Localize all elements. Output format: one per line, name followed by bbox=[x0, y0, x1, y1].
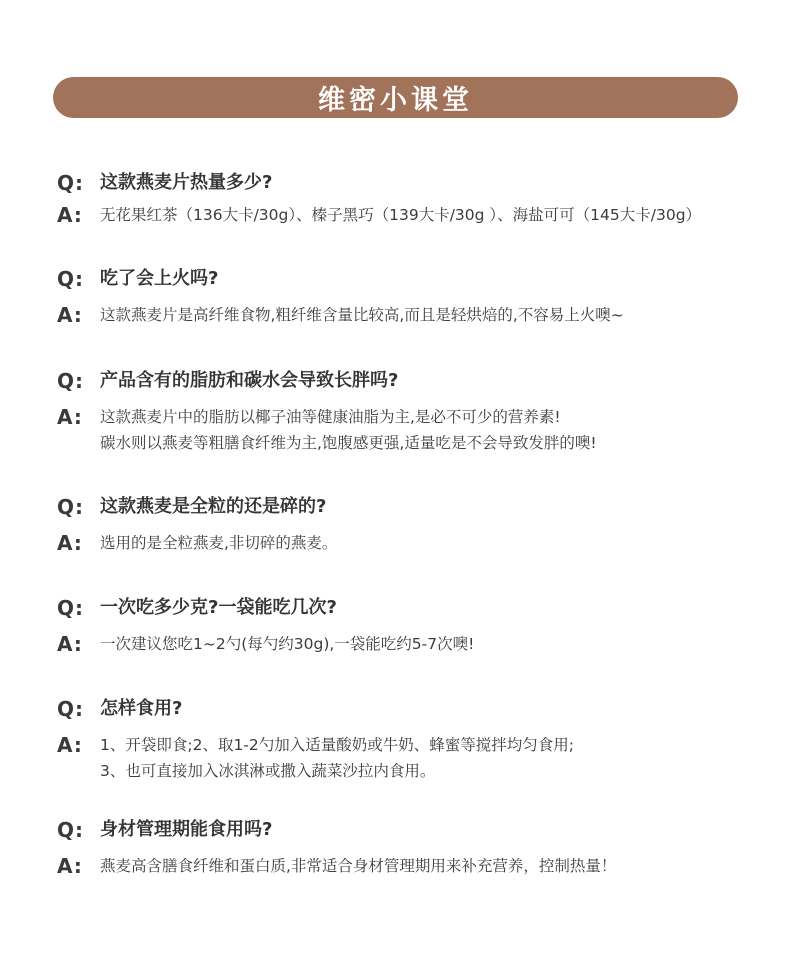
question-text: 这款燕麦是全粒的还是碎的? bbox=[100, 496, 327, 517]
faq-item-5 bbox=[57, 593, 757, 657]
answer-row bbox=[57, 404, 757, 456]
question-row bbox=[57, 694, 757, 724]
faq-item-2 bbox=[57, 264, 757, 328]
question-row bbox=[57, 366, 757, 396]
question-text: 一次吃多少克?一袋能吃几次? bbox=[100, 597, 337, 618]
question-text: 怎样食用? bbox=[100, 698, 183, 719]
answer-text: 这款燕麦片中的脂肪以椰子油等健康油脂为主,是必不可少的营养素! bbox=[100, 408, 561, 426]
question-row bbox=[57, 815, 757, 845]
question-prefix: Q: bbox=[57, 171, 84, 195]
answer-text: 1、开袋即食;2、取1-2勺加入适量酸奶或牛奶、蜂蜜等搅拌均匀食用; bbox=[100, 736, 574, 754]
answer-row bbox=[57, 732, 757, 784]
page-title: 维密小课堂 bbox=[318, 85, 473, 116]
question-row bbox=[57, 168, 757, 198]
faq-item-1 bbox=[57, 168, 757, 228]
question-row bbox=[57, 492, 757, 522]
answer-text: 一次建议您吃1~2勺(每勺约30g),一袋能吃约5-7次噢! bbox=[100, 635, 475, 653]
question-text: 产品含有的脂肪和碳水会导致长胖吗? bbox=[100, 370, 399, 391]
answer-text: 这款燕麦片是高纤维食物,粗纤维含量比较高,而且是轻烘焙的,不容易上火噢~ bbox=[100, 306, 624, 324]
answer-row bbox=[57, 853, 757, 879]
question-prefix: Q: bbox=[57, 818, 84, 842]
question-text: 身材管理期能食用吗? bbox=[100, 819, 273, 840]
answer-row bbox=[57, 631, 757, 657]
answer-text: 燕麦高含膳食纤维和蛋白质,非常适合身材管理期用来补充营养，控制热量！ bbox=[100, 857, 617, 875]
question-prefix: Q: bbox=[57, 596, 84, 620]
answer-prefix: A: bbox=[57, 854, 83, 878]
answer-prefix: A: bbox=[57, 632, 83, 656]
faq-item-4 bbox=[57, 492, 757, 556]
question-prefix: Q: bbox=[57, 495, 84, 519]
question-text: 吃了会上火吗? bbox=[100, 268, 219, 289]
answer-text: 碳水则以燕麦等粗膳食纤维为主,饱腹感更强,适量吃是不会导致发胖的噢! bbox=[100, 434, 597, 452]
faq-item-7 bbox=[57, 815, 757, 879]
answer-prefix: A: bbox=[57, 303, 83, 327]
question-prefix: Q: bbox=[57, 369, 84, 393]
title-banner bbox=[53, 77, 738, 118]
question-prefix: Q: bbox=[57, 267, 84, 291]
answer-prefix: A: bbox=[57, 405, 83, 429]
answer-prefix: A: bbox=[57, 531, 83, 555]
answer-prefix: A: bbox=[57, 733, 83, 757]
answer-row bbox=[57, 530, 757, 556]
answer-text: 无花果红茶（136大卡/30g）、榛子黑巧（139大卡/30g ）、海盐可可（145大卡/30g） bbox=[100, 206, 702, 224]
question-row bbox=[57, 264, 757, 294]
answer-text: 选用的是全粒燕麦,非切碎的燕麦。 bbox=[100, 534, 338, 552]
answer-prefix: A: bbox=[57, 203, 83, 227]
faq-item-3 bbox=[57, 366, 757, 456]
question-prefix: Q: bbox=[57, 697, 84, 721]
faq-item-6 bbox=[57, 694, 757, 784]
question-text: 这款燕麦片热量多少? bbox=[100, 172, 273, 193]
answer-row bbox=[57, 302, 757, 328]
answer-row bbox=[57, 202, 757, 228]
answer-text: 3、也可直接加入冰淇淋或撒入蔬菜沙拉内食用。 bbox=[100, 762, 436, 780]
question-row bbox=[57, 593, 757, 623]
